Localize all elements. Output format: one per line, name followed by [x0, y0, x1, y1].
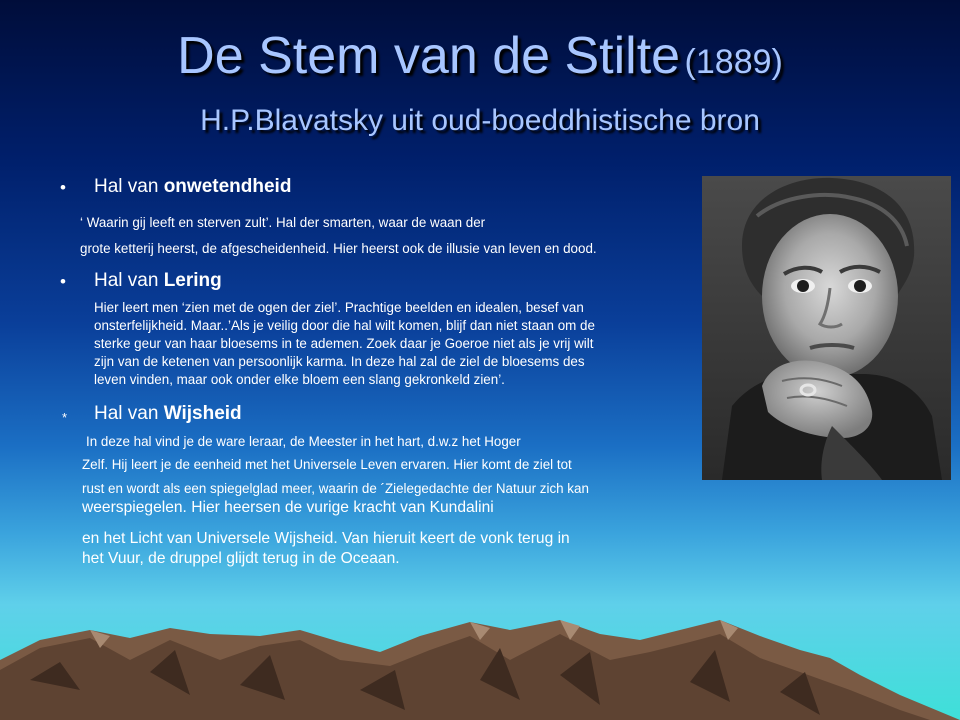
heading-onwetendheid: [94, 176, 291, 198]
section3-line: weerspiegelen. Hier heersen de vurige kracht van Kundalini: [82, 499, 494, 516]
heading-prefix: Hal van: [94, 176, 164, 197]
title-year: (1889): [684, 43, 783, 81]
mountain-range-image: [0, 600, 960, 720]
heading-prefix: Hal van: [94, 270, 164, 291]
slide-subtitle: H.P.Blavatsky uit oud-boeddhistische bron: [200, 104, 760, 137]
heading-wijsheid: [94, 403, 242, 425]
section3-line: rust en wordt als een spiegelglad meer, waarin de ´Zielegedachte der Natuur zich kan: [82, 481, 589, 496]
portrait-photo: [702, 176, 951, 480]
star-bullet: *: [62, 410, 68, 425]
section3-line: het Vuur, de druppel glijdt terug in de Oceaan.: [82, 550, 400, 567]
heading-keyword: Lering: [163, 270, 222, 291]
section2-line: zijn van de ketenen van persoonlijk karma. In deze hal zal de ziel de bloesems des: [94, 354, 585, 369]
bullet-1: •: [60, 178, 66, 197]
section2-line: onsterfelijkheid. Maar..’Als je veilig door die hal wilt komen, blijf dan niet staan om de: [94, 318, 595, 333]
section2-line: sterke geur van haar bloesems in te ademen. Zoek daar je Goeroe niet als je vrij wilt: [94, 336, 594, 351]
heading-prefix: Hal van: [94, 403, 164, 424]
section3-line: en het Licht van Universele Wijsheid. Van hieruit keert de vonk terug in: [82, 530, 570, 547]
section2-line: Hier leert men ‘zien met de ogen der ziel’. Prachtige beelden en idealen, besef van: [94, 300, 584, 315]
section1-line: ‘ Waarin gij leeft en sterven zult’. Hal der smarten, waar de waan der: [80, 215, 486, 230]
heading-keyword: Wijsheid: [163, 403, 242, 424]
section1-line: grote ketterij heerst, de afgescheidenheid. Hier heerst ook de illusie van leven en dood.: [80, 241, 597, 256]
section2-line: leven vinden, maar ook onder elke bloem een slang gekronkeld zien’.: [94, 372, 505, 387]
section3-line: Zelf. Hij leert je de eenheid met het Universele Leven ervaren. Hier komt de ziel tot: [82, 457, 572, 472]
section3-line: In deze hal vind je de ware leraar, de Meester in het hart, d.w.z het Hoger: [86, 434, 521, 449]
title-main: De Stem van de Stilte: [177, 27, 681, 85]
heading-lering: [94, 270, 222, 292]
slide-title: [0, 27, 960, 85]
heading-keyword: onwetendheid: [163, 176, 292, 197]
bullet-2: •: [60, 272, 66, 291]
